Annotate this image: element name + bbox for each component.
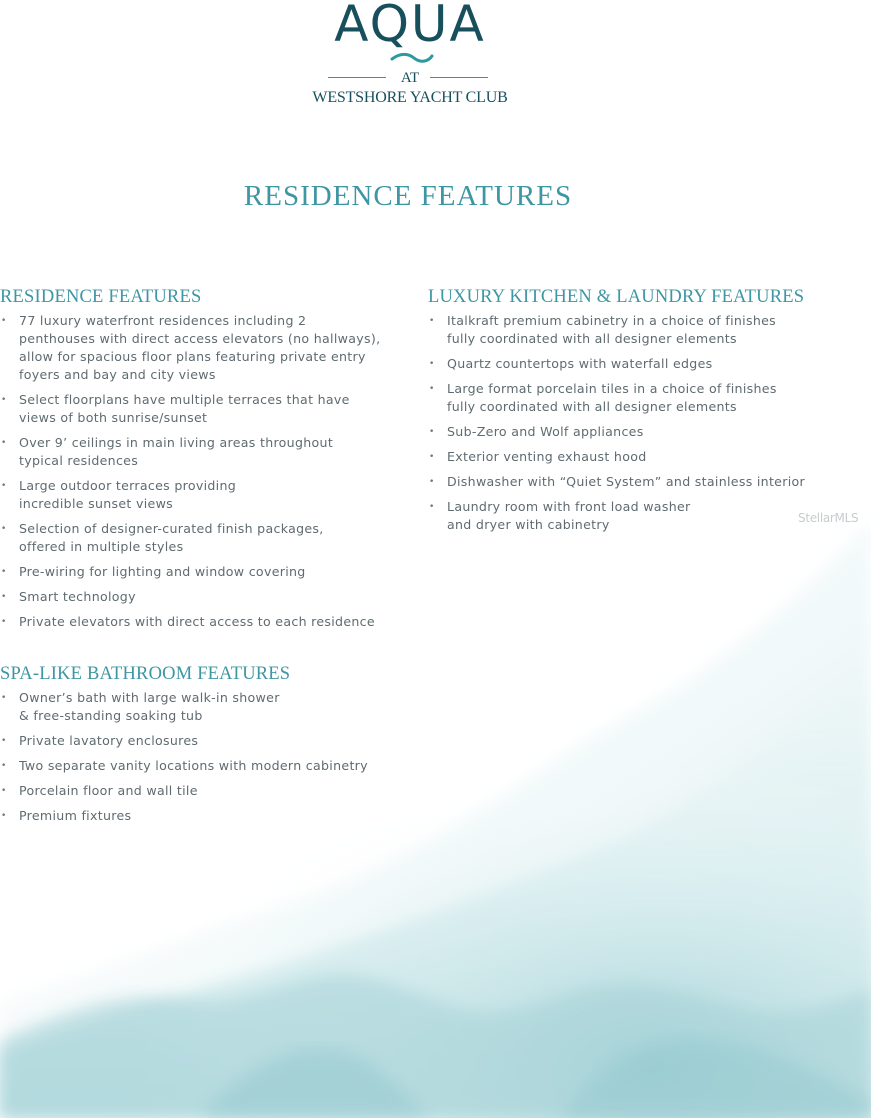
feature-list [428, 312, 868, 534]
section-heading: LUXURY KITCHEN & LAUNDRY FEATURES [428, 287, 805, 307]
list-item: • Premium fixtures [0, 807, 420, 825]
page-title: RESIDENCE FEATURES [243, 180, 573, 212]
brand-logo [290, 0, 530, 110]
list-item: • Large format porcelain tiles in a choice of finishes fully coordinated with all designer elements [428, 380, 868, 416]
list-item: • Selection of designer-curated finish packages, offered in multiple styles [0, 520, 420, 556]
list-item: • Large outdoor terraces providing incredible sunset views [0, 477, 420, 513]
logo-subtitle: WESTSHORE YACHT CLUB [312, 89, 508, 106]
logo-at: AT [400, 70, 420, 86]
list-item: • Italkraft premium cabinetry in a choice of finishes fully coordinated with all designer elements [428, 312, 868, 348]
list-item: • Dishwasher with “Quiet System” and stainless interior [428, 473, 868, 491]
list-item: • Select floorplans have multiple terraces that have views of both sunrise/sunset [0, 391, 420, 427]
section-heading: SPA-LIKE BATHROOM FEATURES [0, 664, 291, 684]
list-item: • Private lavatory enclosures [0, 732, 420, 750]
bathroom-features-section [0, 663, 420, 832]
residence-features-section [0, 286, 420, 638]
list-item: • 77 luxury waterfront residences including 2 penthouses with direct access elevators (no hallways), allow for spacious floor plans featuring private entry foyers and bay and city views [0, 312, 420, 384]
wave-icon [390, 50, 434, 66]
list-item: • Exterior venting exhaust hood [428, 448, 868, 466]
list-item: • Private elevators with direct access to each residence [0, 613, 420, 631]
watermark: StellarMLS [798, 511, 859, 525]
list-item: • Pre-wiring for lighting and window covering [0, 563, 420, 581]
list-item: • Laundry room with front load washer and dryer with cabinetry [428, 498, 868, 534]
list-item: • Over 9’ ceilings in main living areas throughout typical residences [0, 434, 420, 470]
list-item: • Porcelain floor and wall tile [0, 782, 420, 800]
section-heading: RESIDENCE FEATURES [0, 287, 202, 307]
list-item: • Sub-Zero and Wolf appliances [428, 423, 868, 441]
logo-divider-right [430, 77, 488, 78]
kitchen-laundry-features-section [428, 286, 868, 541]
list-item: • Owner’s bath with large walk-in shower & free-standing soaking tub [0, 689, 420, 725]
list-item: • Smart technology [0, 588, 420, 606]
list-item: • Two separate vanity locations with modern cabinetry [0, 757, 420, 775]
feature-list [0, 312, 420, 631]
list-item: • Quartz countertops with waterfall edges [428, 355, 868, 373]
logo-at-row [290, 68, 530, 88]
logo-wordmark: AQUA [334, 0, 486, 53]
feature-list [0, 689, 420, 825]
